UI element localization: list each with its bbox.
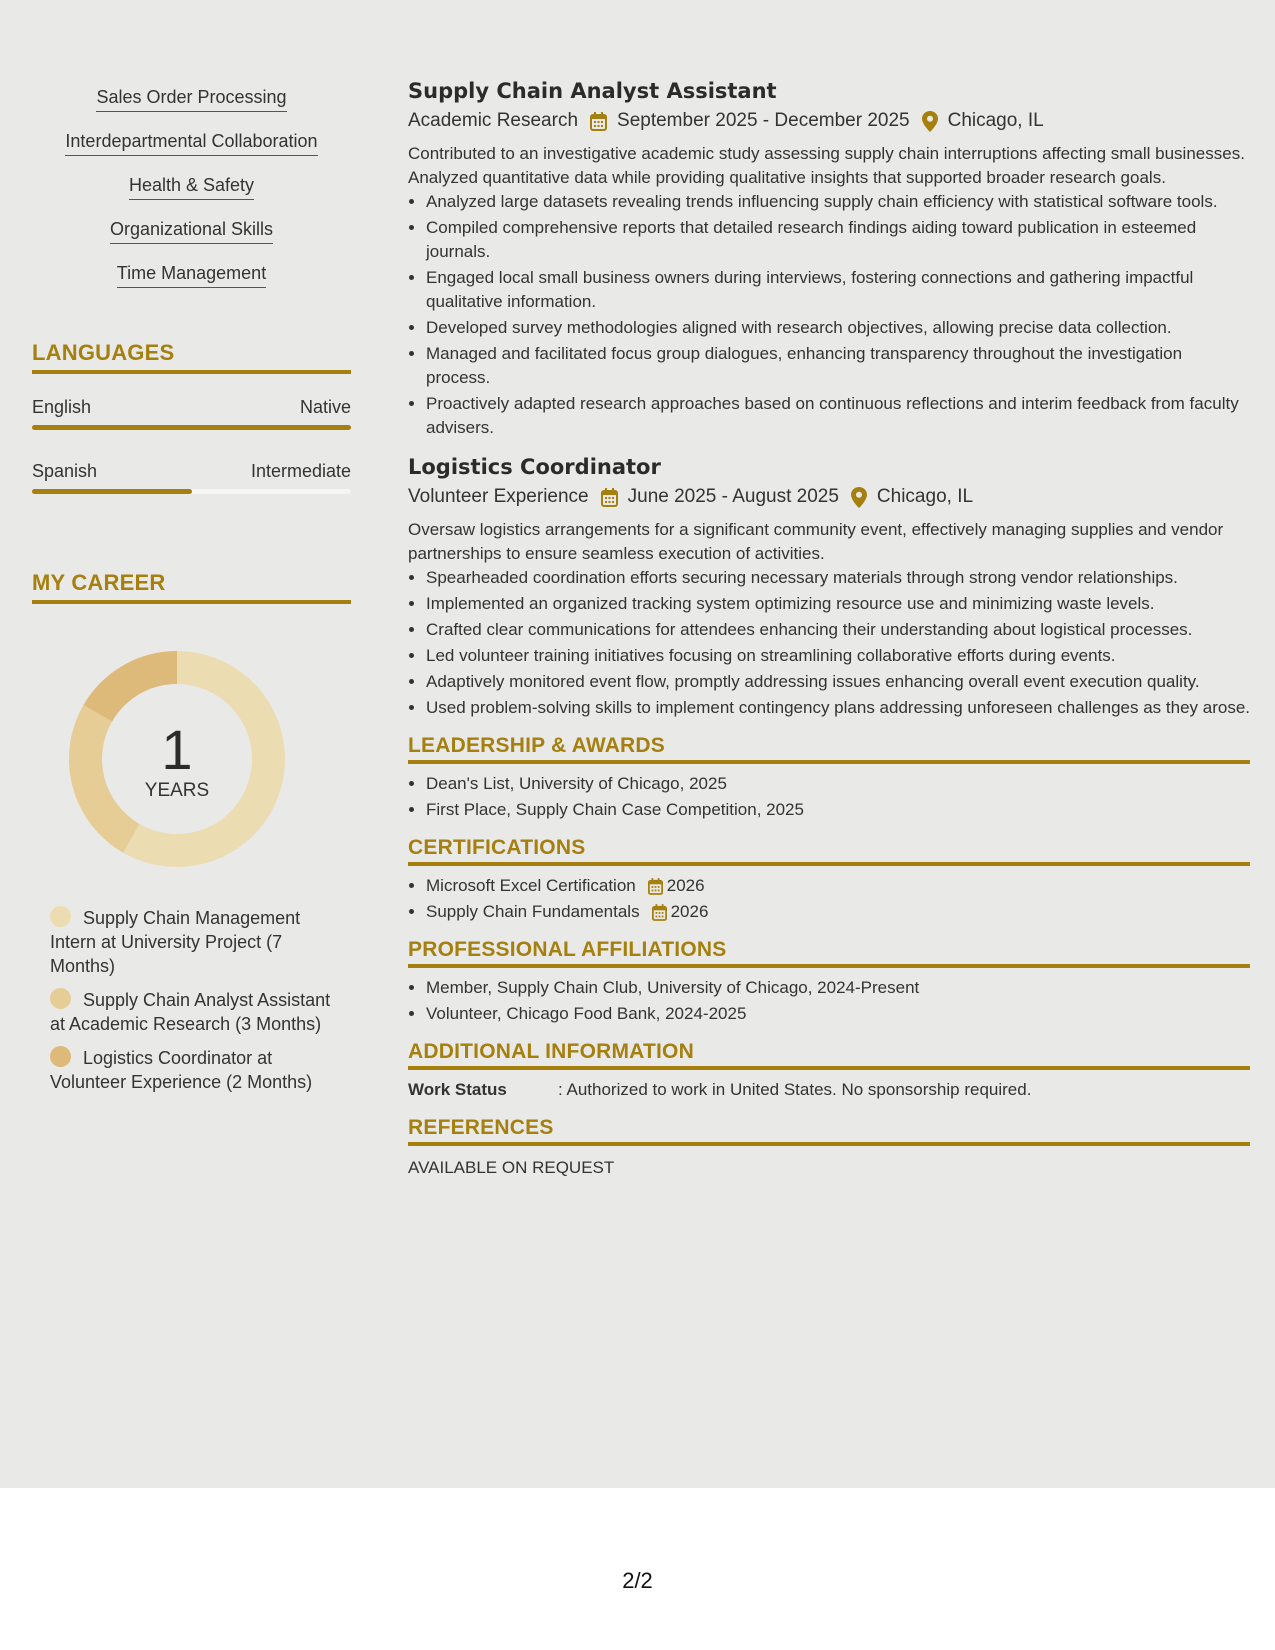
job-dates: September 2025 - December 2025 <box>617 110 910 131</box>
leadership-item: • Dean's List, University of Chicago, 2025 <box>426 772 1250 796</box>
job-bullet: • Implemented an organized tracking system optimizing resource use and minimizing waste levels. <box>426 592 1250 616</box>
location-pin-icon <box>851 487 867 508</box>
additional-info-heading: ADDITIONAL INFORMATION <box>408 1040 1250 1070</box>
job-location: Chicago, IL <box>876 486 974 507</box>
legend-dot-icon <box>50 988 71 1009</box>
job-bullet: • Crafted clear communications for attendees enhancing their understanding about logistical processes. <box>426 618 1250 642</box>
work-status-label: Work Status <box>408 1080 507 1099</box>
left-column <box>32 0 351 1104</box>
legend-item <box>50 988 340 1036</box>
affiliations-heading: PROFESSIONAL AFFILIATIONS <box>408 938 1250 968</box>
right-column <box>408 78 1250 1180</box>
job-org: Volunteer Experience <box>408 486 589 507</box>
job-bullets <box>408 566 1250 720</box>
language-level: Native <box>299 397 351 417</box>
languages-heading: LANGUAGES <box>32 340 351 374</box>
job-dates: June 2025 - August 2025 <box>627 486 839 507</box>
job-title: Logistics Coordinator <box>408 455 661 479</box>
skill-item: Sales Order Processing <box>96 86 286 112</box>
career-years-unit: YEARS <box>144 780 210 801</box>
references-section <box>408 1116 1250 1180</box>
affiliation-item: • Volunteer, Chicago Food Bank, 2024-2025 <box>426 1002 1250 1026</box>
career-legend <box>50 906 340 1094</box>
job-bullet: • Developed survey methodologies aligned with research objectives, allowing precise data collection. <box>426 316 1250 340</box>
job-description: Contributed to an investigative academic study assessing supply chain interruptions affecting small businesses. Analyzed quantitative data while providing qualitative insights that supported broader research goals. <box>408 144 1245 187</box>
additional-info-section <box>408 1040 1250 1102</box>
calendar-icon <box>652 904 667 921</box>
skill-item: Interdepartmental Collaboration <box>65 130 317 156</box>
work-status-row <box>408 1078 1250 1102</box>
career-donut-segment <box>83 651 177 722</box>
job-org: Academic Research <box>408 110 579 131</box>
leadership-heading: LEADERSHIP & AWARDS <box>408 734 1250 764</box>
job-meta <box>408 484 1250 510</box>
page-number: 2/2 <box>622 1568 653 1593</box>
language-level: Intermediate <box>250 461 351 481</box>
legend-label: Logistics Coordinator at Volunteer Experience (2 Months) <box>50 1048 313 1092</box>
job-bullet: • Compiled comprehensive reports that detailed research findings aiding toward publication in esteemed journals. <box>426 216 1250 264</box>
skill-item: Organizational Skills <box>110 218 273 244</box>
legend-label: Supply Chain Analyst Assistant at Academic Research (3 Months) <box>50 990 331 1034</box>
certifications-section <box>408 836 1250 924</box>
certification-item <box>426 900 1250 924</box>
job-bullet: • Spearheaded coordination efforts securing necessary materials through strong vendor relationships. <box>426 566 1250 590</box>
language-name: English <box>32 397 92 417</box>
job-bullet: • Managed and facilitated focus group dialogues, enhancing transparency throughout the investigation process. <box>426 342 1250 390</box>
leadership-item: • First Place, Supply Chain Case Competition, 2025 <box>426 798 1250 822</box>
certification-name: • Supply Chain Fundamentals <box>426 902 640 921</box>
job-entry <box>408 78 1250 440</box>
career-total-years: 1 <box>161 718 193 781</box>
job-entry <box>408 454 1250 720</box>
career-heading: MY CAREER <box>32 570 351 604</box>
job-meta <box>408 108 1250 134</box>
calendar-icon <box>590 112 607 131</box>
leadership-section <box>408 734 1250 822</box>
skill-item: Health & Safety <box>129 174 254 200</box>
job-title: Supply Chain Analyst Assistant <box>408 79 777 103</box>
language-row <box>32 396 351 430</box>
job-bullets <box>408 190 1250 440</box>
job-bullet: • Analyzed large datasets revealing trends influencing supply chain efficiency with statistical software tools. <box>426 190 1250 214</box>
job-bullet: • Led volunteer training initiatives focusing on streamlining collaborative efforts during events. <box>426 644 1250 668</box>
job-bullet: • Engaged local small business owners during interviews, fostering connections and gathering impactful qualitative information. <box>426 266 1250 314</box>
language-level-bar <box>32 425 351 430</box>
references-heading: REFERENCES <box>408 1116 1250 1146</box>
skills-list <box>32 86 351 288</box>
job-bullet: • Adaptively monitored event flow, promptly addressing issues enhancing overall event execution quality. <box>426 670 1250 694</box>
job-location: Chicago, IL <box>947 110 1044 131</box>
job-bullet: • Used problem-solving skills to implement contingency plans addressing unforeseen challenges as they arose. <box>426 696 1250 720</box>
certification-year: 2026 <box>666 876 705 895</box>
work-status-value: : Authorized to work in United States. No sponsorship required. <box>558 1080 1032 1099</box>
certifications-heading: CERTIFICATIONS <box>408 836 1250 866</box>
certification-name: • Microsoft Excel Certification <box>426 876 636 895</box>
career-donut-chart <box>62 644 292 874</box>
language-level-fill <box>32 489 192 494</box>
legend-dot-icon <box>50 1046 71 1067</box>
skill-item: Time Management <box>117 262 266 288</box>
language-level-fill <box>32 425 351 430</box>
affiliations-section <box>408 938 1250 1026</box>
certification-item <box>426 874 1250 898</box>
legend-item <box>50 1046 340 1094</box>
affiliation-item: • Member, Supply Chain Club, University of Chicago, 2024-Present <box>426 976 1250 1000</box>
language-name: Spanish <box>32 461 98 481</box>
certification-year: 2026 <box>670 902 709 921</box>
calendar-icon <box>601 488 618 507</box>
language-level-bar <box>32 489 351 494</box>
legend-item <box>50 906 340 978</box>
job-description: Oversaw logistics arrangements for a significant community event, effectively managing supplies and vendor partnerships to ensure seamless execution of activities. <box>408 520 1224 563</box>
calendar-icon <box>648 878 663 895</box>
job-bullet: • Proactively adapted research approaches based on continuous reflections and interim feedback from faculty advisers. <box>426 392 1250 440</box>
location-pin-icon <box>922 111 938 132</box>
references-text: AVAILABLE ON REQUEST <box>408 1158 615 1177</box>
language-row <box>32 460 351 494</box>
legend-dot-icon <box>50 906 71 927</box>
legend-label: Supply Chain Management Intern at University Project (7 Months) <box>50 908 301 976</box>
